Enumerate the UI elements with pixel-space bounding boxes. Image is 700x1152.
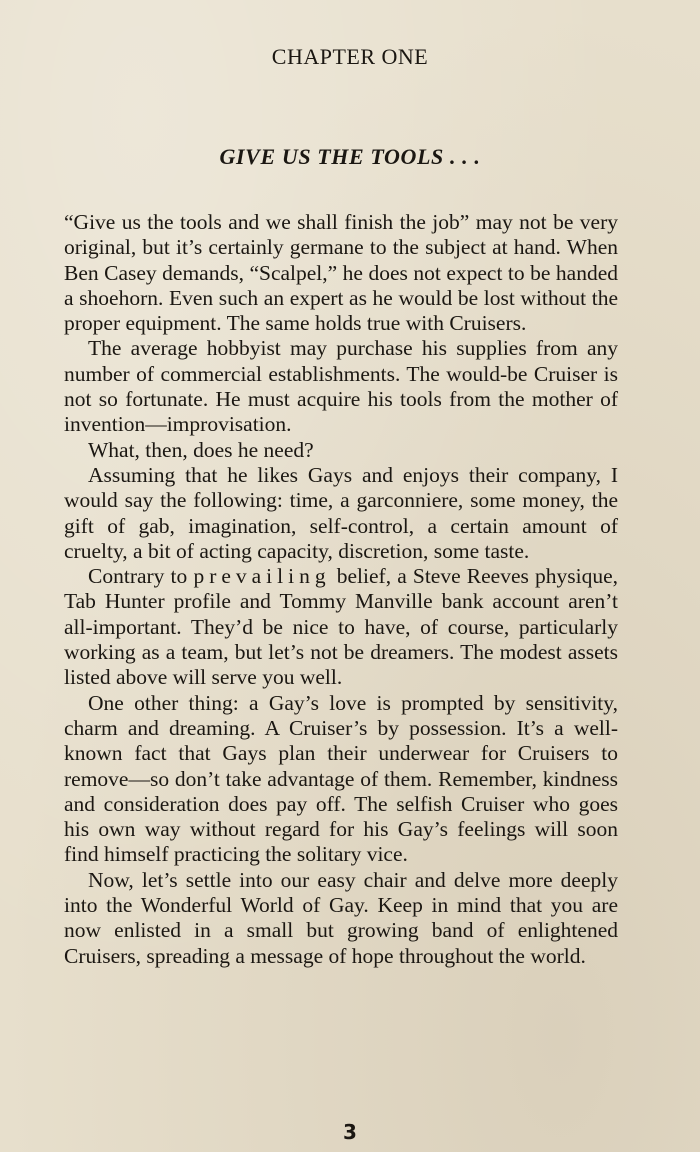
chapter-heading: CHAPTER ONE [271, 44, 429, 69]
paragraph-6: One other thing: a Gay’s love is prompted by sensitivity, charm and dreaming. A Cruiser’s by possession. It’s a well-known fact that Gays plan their underwear for Cruisers to remove—so don’t take advantage of them. Remember, kindness and consideration does pay off. The selfish Cruiser who goes his own way without regard for his Gay’s feelings will soon find himself practicing the solitary vice. [64, 690, 618, 867]
page-number: 3 [343, 1120, 357, 1144]
paragraph-3: What, then, does he need? [88, 437, 314, 462]
body-text [64, 210, 618, 969]
paragraph-5-emphasis: prevailing [193, 564, 331, 589]
paragraph-4: Assuming that he likes Gays and enjoys their company, I would say the following: time, a garconniere, some money, the gift of gab, imagination, self-control, a certain amount of cruelty, a bit of acting capacity, discretion, some taste. [64, 462, 618, 563]
paragraph-1: “Give us the tools and we shall finish the job” may not be very original, but it’s certainly germane to the subject at hand. When Ben Casey demands, “Scalpel,” he does not expect to be handed a shoehorn. Even such an expert as he would be lost without the proper equipment. The same holds true with Cruisers. [64, 210, 618, 336]
paragraph-5-start: Contrary to [88, 564, 188, 589]
paragraph-7: Now, let’s settle into our easy chair and delve more deeply into the Wonderful World of Gay. Keep in mind that you are now enlisted in a small but growing band of enlightened Cruisers, spreading a message of hope throughout the world. [64, 867, 618, 968]
paragraph-5 [64, 564, 618, 690]
paragraph-5-rest: belief, a Steve Reeves physique, Tab Hunter profile and Tommy Manville bank account aren’t all-important. They’d be nice to have, of course, particularly working as a team, but let’s not be dreamers. The modest assets listed above will serve you well. [64, 564, 619, 690]
paragraph-2: The average hobbyist may purchase his supplies from any number of commercial establishments. The would-be Cruiser is not so fortunate. He must acquire his tools from the mother of invention—improvisation. [64, 336, 618, 437]
chapter-title: GIVE US THE TOOLS . . . [219, 144, 481, 169]
